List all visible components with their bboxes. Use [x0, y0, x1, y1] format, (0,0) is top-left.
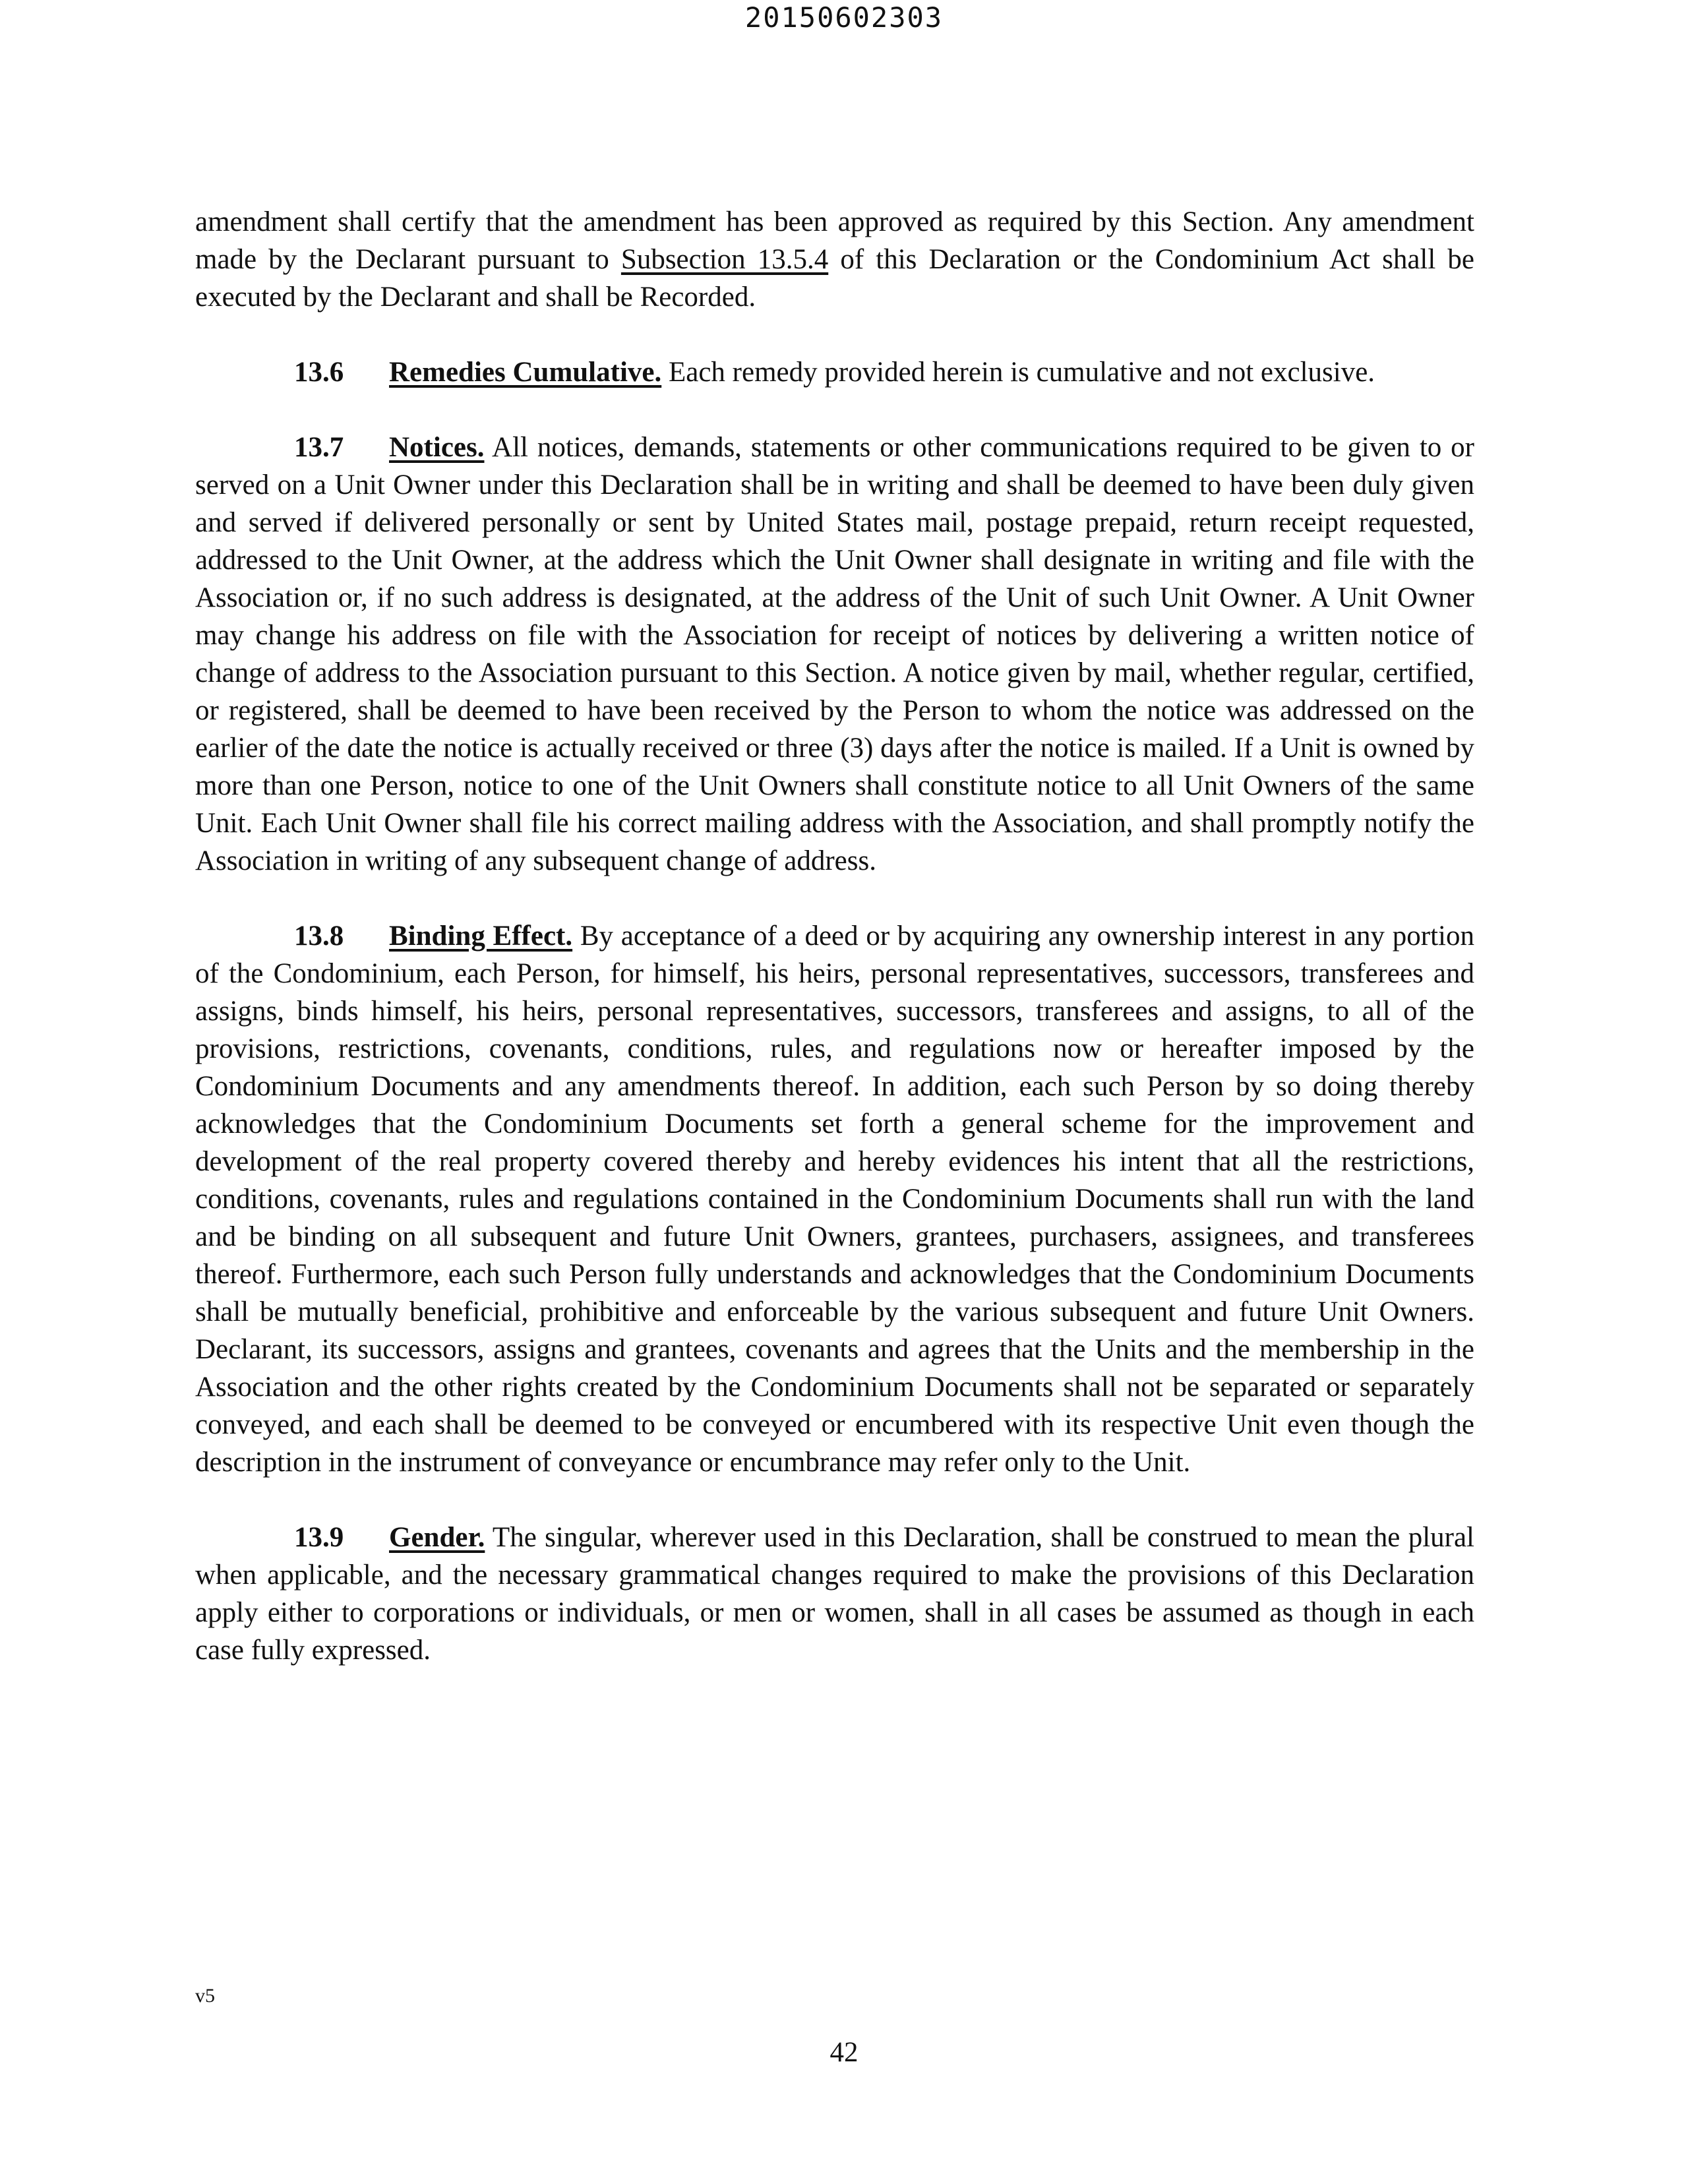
section-13-8 — [195, 917, 1474, 1481]
section-text: Each remedy provided herein is cumulative and not exclusive. — [661, 357, 1375, 388]
section-13-9 — [195, 1519, 1474, 1669]
section-number: 13.8 — [294, 921, 344, 952]
section-text: All notices, demands, statements or other communications required to be given to or served on a Unit Owner under this Declaration shall be in writing and shall be deemed to have been duly given and served if delivered personally or sent by United States mail, postage prepaid, return receipt requested, addressed to the Unit Owner, at the address which the Unit Owner shall designate in writing and file with the Association or, if no such address is designated, at the address of the Unit of such Unit Owner. A Unit Owner may change his address on file with the Association for receipt of notices by delivering a written notice of change of address to the Association pursuant to this Section. A notice given by mail, whether regular, certified, or registered, shall be deemed to have been received by the Person to whom the notice was addressed on the earlier of the date the notice is actually received or three (3) days after the notice is mailed. If a Unit is owned by more than one Person, notice to one of the Unit Owners shall constitute notice to all Unit Owners of the same Unit. Each Unit Owner shall file his correct mailing address with the Association, and shall promptly notify the Association in writing of any subsequent change of address. — [195, 432, 1474, 876]
section-title: Notices. — [389, 432, 485, 463]
section-13-6 — [195, 353, 1474, 391]
intro-paragraph — [195, 203, 1474, 316]
document-body — [195, 203, 1474, 1669]
intro-text-part-2: of this Declaration or the Condominium Act shall be executed by the Declarant and shall be Recorded. — [195, 244, 1474, 313]
document-number: 20150602303 — [744, 1, 944, 34]
section-title: Remedies Cumulative. — [389, 357, 662, 388]
page-number: 42 — [829, 2037, 859, 2068]
section-title: Gender. — [389, 1522, 485, 1553]
version-label: v5 — [195, 1985, 215, 2007]
subsection-reference: Subsection 13.5.4 — [620, 244, 829, 275]
intro-text-part-1: amendment shall certify that the amendment has been approved as required by this Section. Any amendment made by the Declarant pursuant to — [195, 206, 1474, 275]
section-number: 13.7 — [294, 432, 344, 463]
section-text: The singular, wherever used in this Declaration, shall be construed to mean the plural when applicable, and the necessary grammatical changes required to make the provisions of this Declaration apply either to corporations or individuals, or men or women, shall in all cases be assumed as though in each case fully expressed. — [195, 1522, 1474, 1666]
section-number: 13.9 — [294, 1522, 344, 1553]
section-13-7 — [195, 429, 1474, 880]
section-title: Binding Effect. — [389, 921, 573, 952]
section-text: By acceptance of a deed or by acquiring any ownership interest in any portion of the Condominium, each Person, for himself, his heirs, personal representatives, successors, transferees and assigns, binds himself, his heirs, personal representatives, successors, transferees and assigns, to all of the provisions, restrictions, covenants, conditions, rules, and regulations now or hereafter imposed by the Condominium Documents and any amendments thereof. In addition, each such Person by so doing thereby acknowledges that the Condominium Documents set forth a general scheme for the improvement and development of the real property covered thereby and hereby evidences his intent that all the restrictions, conditions, covenants, rules and regulations contained in the Condominium Documents shall run with the land and be binding on all subsequent and future Unit Owners, grantees, purchasers, assignees, and transferees thereof. Furthermore, each such Person fully understands and acknowledges that the Condominium Documents shall be mutually beneficial, prohibitive and enforceable by the various subsequent and future Unit Owners. Declarant, its successors, assigns and grantees, covenants and agrees that the Units and the membership in the Association and the other rights created by the Condominium Documents shall not be separated or separately conveyed, and each shall be deemed to be conveyed or encumbered with its respective Unit even though the description in the instrument of conveyance or encumbrance may refer only to the Unit. — [195, 921, 1474, 1478]
section-number: 13.6 — [294, 357, 344, 388]
